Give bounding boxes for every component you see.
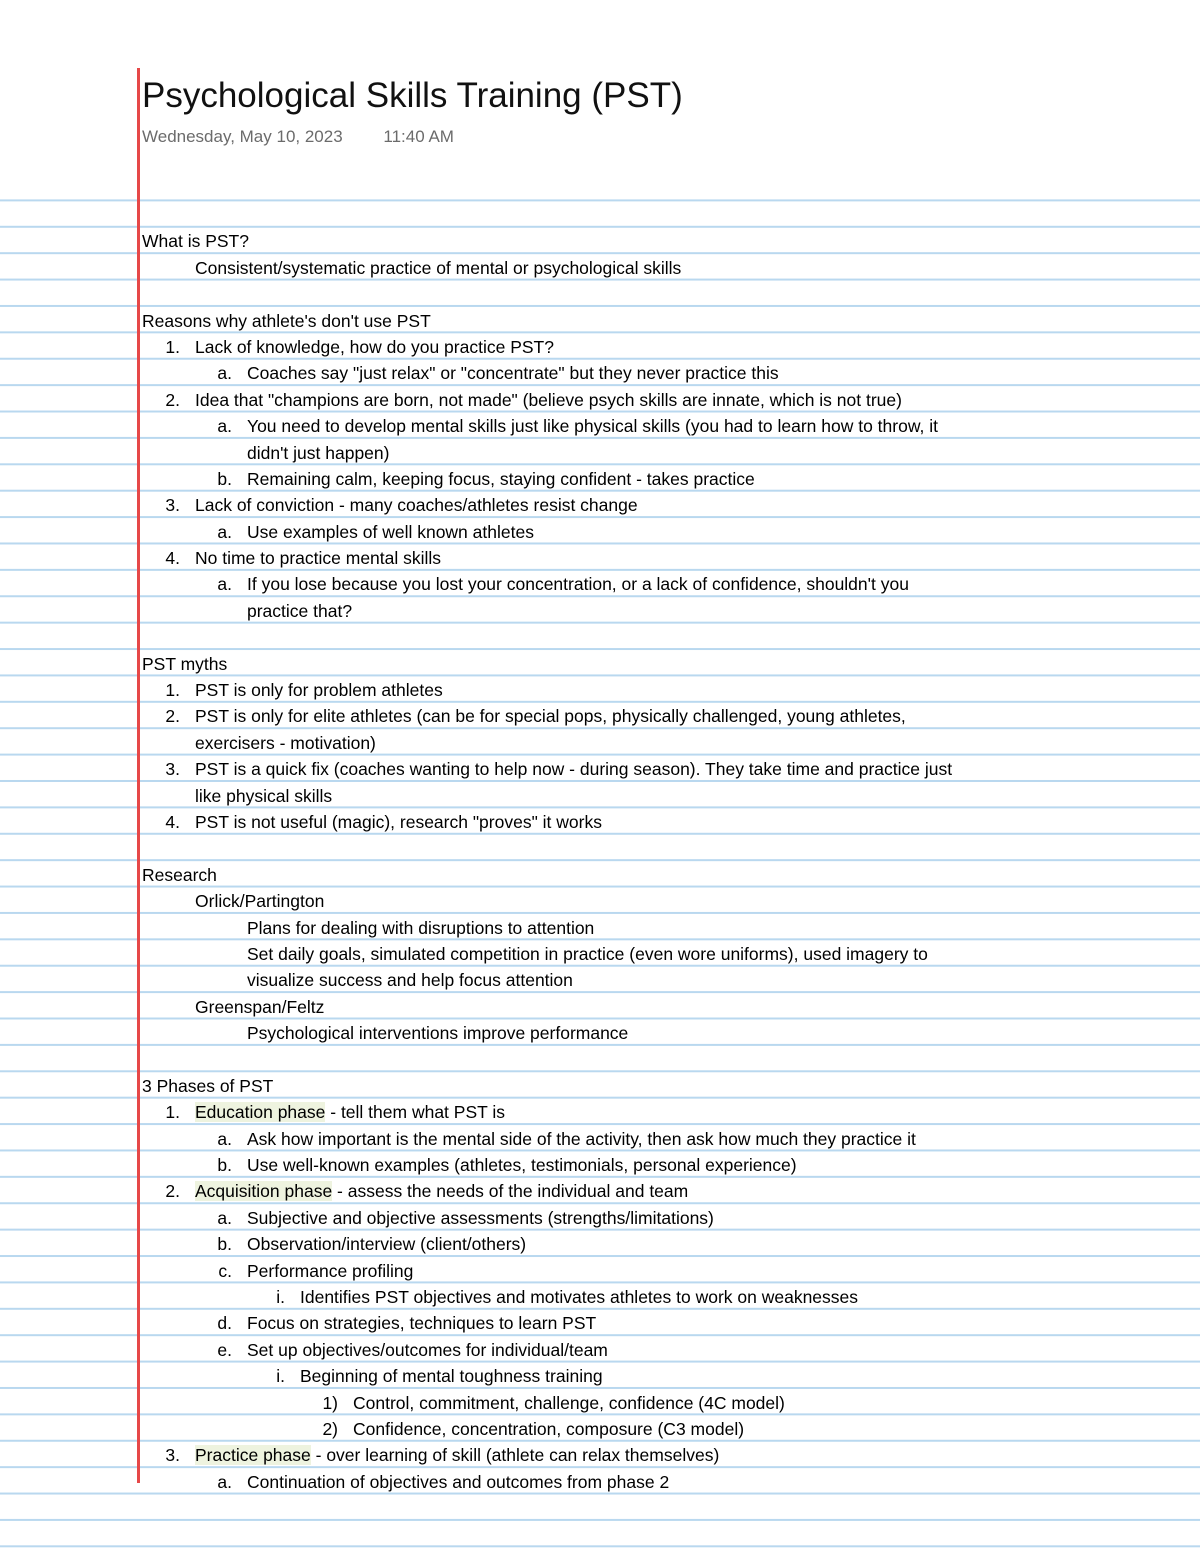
note-line[interactable] xyxy=(142,255,1142,281)
list-marker: 1. xyxy=(165,680,180,701)
note-line[interactable] xyxy=(142,783,1142,809)
line-text: Plans for dealing with disruptions to attention xyxy=(247,917,595,938)
line-text: Orlick/Partington xyxy=(195,891,325,912)
list-marker: a. xyxy=(217,1471,232,1492)
line-text: Greenspan/Feltz xyxy=(195,996,325,1017)
note-line[interactable] xyxy=(142,1073,1142,1099)
line-text: Ask how important is the mental side of the activity, then ask how much they practice it xyxy=(247,1128,916,1149)
line-text: Lack of knowledge, how do you practice PST? xyxy=(195,336,554,357)
line-text: Research xyxy=(142,864,217,885)
line-text: PST is only for problem athletes xyxy=(195,680,443,701)
list-marker: d. xyxy=(217,1313,232,1334)
note-line[interactable] xyxy=(142,862,1142,888)
line-text: Consistent/systematic practice of mental or psychological skills xyxy=(195,257,682,278)
line-text: If you lose because you lost your concentration, or a lack of confidence, shouldn't you xyxy=(247,574,909,595)
note-line[interactable] xyxy=(142,1337,1142,1363)
list-marker: a. xyxy=(217,521,232,542)
page-time: 11:40 AM xyxy=(383,127,454,146)
list-marker: i. xyxy=(276,1287,285,1308)
note-line[interactable] xyxy=(142,941,1142,967)
line-text: Continuation of objectives and outcomes from phase 2 xyxy=(247,1471,670,1492)
list-marker: 2) xyxy=(322,1418,338,1439)
note-line[interactable] xyxy=(142,624,1142,650)
line-text: - over learning of skill (athlete can relax themselves) xyxy=(310,1445,720,1466)
note-line[interactable] xyxy=(142,730,1142,756)
list-marker: 3. xyxy=(165,1445,180,1466)
list-marker: i. xyxy=(276,1366,285,1387)
highlighted-text: Acquisition phase xyxy=(195,1181,333,1202)
note-line[interactable] xyxy=(142,1205,1142,1231)
list-marker: a. xyxy=(217,363,232,384)
note-line[interactable] xyxy=(142,1152,1142,1178)
line-text: Identifies PST objectives and motivates athletes to work on weaknesses xyxy=(300,1287,859,1308)
list-marker: 3. xyxy=(165,495,180,516)
note-line[interactable] xyxy=(142,1231,1142,1257)
line-text: - assess the needs of the individual and team xyxy=(332,1181,689,1202)
list-marker: 3. xyxy=(165,759,180,780)
line-text: You need to develop mental skills just like physical skills (you had to learn how to throw, it xyxy=(247,416,938,437)
note-line[interactable] xyxy=(142,387,1142,413)
note-line[interactable] xyxy=(142,1416,1142,1442)
note-line[interactable] xyxy=(142,994,1142,1020)
list-marker: b. xyxy=(217,468,232,489)
line-text: PST myths xyxy=(142,653,228,674)
note-line[interactable] xyxy=(142,888,1142,914)
list-marker: a. xyxy=(217,574,232,595)
list-marker: 4. xyxy=(165,548,180,569)
line-text: Set daily goals, simulated competition in practice (even wore uniforms), used imagery to xyxy=(247,943,928,964)
note-line[interactable] xyxy=(142,571,1142,597)
note-line[interactable] xyxy=(142,915,1142,941)
line-text: Confidence, concentration, composure (C3 model) xyxy=(353,1418,745,1439)
note-line[interactable] xyxy=(142,1020,1142,1046)
note-line[interactable] xyxy=(142,1047,1142,1073)
list-marker: e. xyxy=(217,1339,232,1360)
note-line[interactable] xyxy=(142,334,1142,360)
highlighted-text: Practice phase xyxy=(195,1445,311,1466)
note-line[interactable] xyxy=(142,308,1142,334)
note-line[interactable] xyxy=(142,967,1142,993)
note-line[interactable] xyxy=(142,440,1142,466)
line-text: PST is a quick fix (coaches wanting to help now - during season). They take time and practice just xyxy=(195,759,953,780)
line-text: like physical skills xyxy=(195,785,333,806)
list-marker: 1. xyxy=(165,336,180,357)
line-text: Performance profiling xyxy=(247,1260,414,1281)
line-text: exercisers - motivation) xyxy=(195,732,376,753)
line-text: Idea that "champions are born, not made" (believe psych skills are innate, which is not true) xyxy=(195,389,902,410)
line-text: 3 Phases of PST xyxy=(142,1075,274,1096)
list-marker: b. xyxy=(217,1155,232,1176)
line-text: PST is only for elite athletes (can be for special pops, physically challenged, young athletes, xyxy=(195,706,906,727)
list-marker: 2. xyxy=(165,1181,180,1202)
line-text: Focus on strategies, techniques to learn PST xyxy=(247,1313,597,1334)
note-line[interactable] xyxy=(142,202,1142,228)
note-line[interactable] xyxy=(142,835,1142,861)
note-line[interactable] xyxy=(142,651,1142,677)
note-line[interactable] xyxy=(142,1310,1142,1336)
line-text: Coaches say "just relax" or "concentrate" but they never practice this xyxy=(247,363,779,384)
page-datetime xyxy=(142,126,454,148)
line-text: Control, commitment, challenge, confidence (4C model) xyxy=(353,1392,785,1413)
line-text: Beginning of mental toughness training xyxy=(300,1366,603,1387)
list-marker: 4. xyxy=(165,811,180,832)
line-text: Observation/interview (client/others) xyxy=(247,1234,527,1255)
line-text: Psychological interventions improve performance xyxy=(247,1023,629,1044)
note-line[interactable] xyxy=(142,466,1142,492)
note-body[interactable] xyxy=(142,202,1142,1495)
line-text: Use well-known examples (athletes, testimonials, personal experience) xyxy=(247,1155,797,1176)
list-marker: a. xyxy=(217,1207,232,1228)
note-line[interactable] xyxy=(142,1258,1142,1284)
line-text: No time to practice mental skills xyxy=(195,548,442,569)
note-line[interactable] xyxy=(142,1178,1142,1204)
note-line[interactable] xyxy=(142,1126,1142,1152)
list-marker: 1. xyxy=(165,1102,180,1123)
list-marker: 1) xyxy=(322,1392,338,1413)
red-margin-line xyxy=(137,68,140,1483)
list-marker: 2. xyxy=(165,389,180,410)
note-line[interactable] xyxy=(142,1363,1142,1389)
list-marker: a. xyxy=(217,1128,232,1149)
note-line[interactable] xyxy=(142,1284,1142,1310)
note-line[interactable] xyxy=(142,360,1142,386)
line-text: Subjective and objective assessments (strengths/limitations) xyxy=(247,1207,714,1228)
page-date: Wednesday, May 10, 2023 xyxy=(142,127,343,146)
note-line[interactable] xyxy=(142,228,1142,254)
note-line[interactable] xyxy=(142,703,1142,729)
line-text: Remaining calm, keeping focus, staying confident - takes practice xyxy=(247,468,755,489)
line-text: - tell them what PST is xyxy=(325,1102,505,1123)
list-marker: c. xyxy=(218,1260,232,1281)
line-text: didn't just happen) xyxy=(247,442,390,463)
line-text: practice that? xyxy=(247,600,353,621)
page-title[interactable]: Psychological Skills Training (PST) xyxy=(142,76,683,115)
note-line[interactable] xyxy=(142,809,1142,835)
note-line[interactable] xyxy=(142,1442,1142,1468)
line-text: Use examples of well known athletes xyxy=(247,521,534,542)
list-marker: a. xyxy=(217,416,232,437)
note-line[interactable] xyxy=(142,545,1142,571)
note-line[interactable] xyxy=(142,756,1142,782)
line-text: Reasons why athlete's don't use PST xyxy=(142,310,431,331)
note-line[interactable] xyxy=(142,519,1142,545)
highlighted-text: Education phase xyxy=(195,1102,326,1123)
note-line[interactable] xyxy=(142,1469,1142,1495)
list-marker: 2. xyxy=(165,706,180,727)
line-text: What is PST? xyxy=(142,231,249,252)
line-text: Lack of conviction - many coaches/athletes resist change xyxy=(195,495,638,516)
line-text: Set up objectives/outcomes for individual/team xyxy=(247,1339,608,1360)
line-text: visualize success and help focus attention xyxy=(247,970,573,991)
note-line[interactable] xyxy=(142,492,1142,518)
line-text: PST is not useful (magic), research "proves" it works xyxy=(195,811,602,832)
note-line[interactable] xyxy=(142,413,1142,439)
list-marker: b. xyxy=(217,1234,232,1255)
note-line[interactable] xyxy=(142,281,1142,307)
note-line[interactable] xyxy=(142,1099,1142,1125)
note-line[interactable] xyxy=(142,677,1142,703)
note-line[interactable] xyxy=(142,598,1142,624)
note-line[interactable] xyxy=(142,1390,1142,1416)
